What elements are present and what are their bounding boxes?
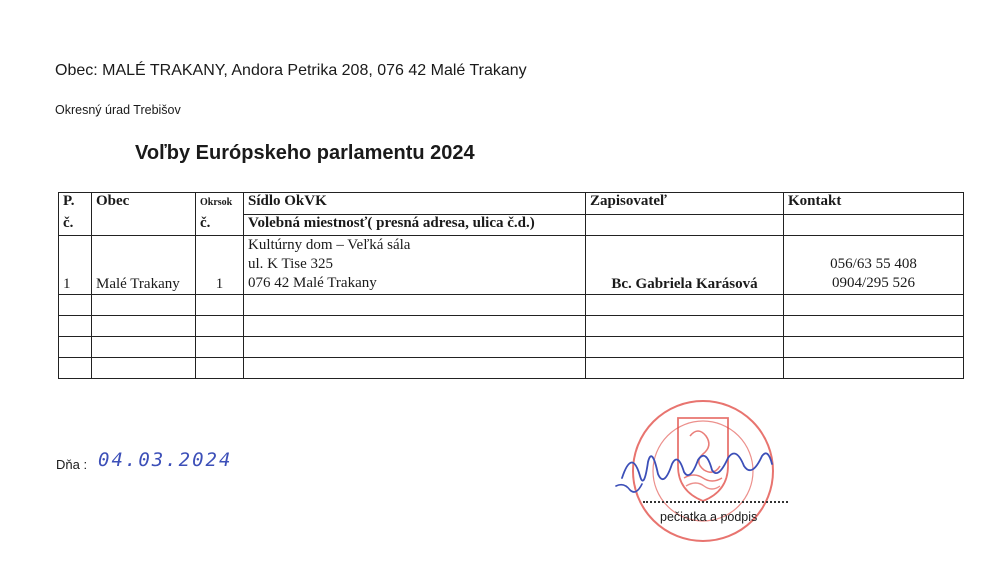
district-office: Okresný úrad Trebišov — [55, 103, 181, 117]
date-value: 04.03.2024 — [98, 449, 233, 471]
row-number: 1 — [59, 236, 92, 295]
col-zapisovatel-head: Zapisovateľ — [586, 193, 784, 215]
signature-line — [643, 501, 788, 503]
table-row — [59, 236, 964, 295]
col-okrsok-subhead: č. — [196, 215, 244, 236]
row-okrsok: 1 — [196, 236, 244, 295]
polling-table — [58, 192, 964, 379]
col-kontakt-subhead — [784, 215, 964, 236]
address-line-2: ul. K Tise 325 — [248, 256, 334, 272]
handwritten-signature-icon — [612, 438, 782, 498]
stamp-caption: pečiatka a podpis — [660, 510, 758, 524]
row-address — [244, 236, 586, 295]
col-obec-head: Obec — [92, 193, 196, 215]
municipality-header: Obec: MALÉ TRAKANY, Andora Petrika 208, 076 42 Malé Trakany — [55, 62, 527, 79]
phone-2: 0904/295 526 — [832, 275, 915, 291]
row-zapisovatel: Bc. Gabriela Karásová — [586, 236, 784, 295]
col-kontakt-head: Kontakt — [784, 193, 964, 215]
col-zapisovatel-subhead — [586, 215, 784, 236]
address-line-3: 076 42 Malé Trakany — [248, 275, 377, 291]
table-subheader-row — [59, 215, 964, 236]
row-kontakt — [784, 236, 964, 295]
row-obec: Malé Trakany — [92, 236, 196, 295]
table-row — [59, 358, 964, 379]
date-label: Dňa : — [56, 457, 88, 472]
table-row — [59, 337, 964, 358]
document-title: Voľby Európskeho parlamentu 2024 — [135, 142, 475, 164]
table-row — [59, 316, 964, 337]
table-row — [59, 295, 964, 316]
col-num-subhead: č. — [59, 215, 92, 236]
address-line-1: Kultúrny dom – Veľká sála — [248, 237, 411, 253]
col-num-head: P. — [59, 193, 92, 215]
okrsok-label: Okrsok — [200, 197, 233, 208]
col-miestnost-subhead: Volebná miestnosť( presná adresa, ulica č.d.) — [244, 215, 586, 236]
col-sidlo-head: Sídlo OkVK — [244, 193, 586, 215]
table-header-row — [59, 193, 964, 215]
phone-1: 056/63 55 408 — [830, 256, 917, 272]
col-okrsok-head — [196, 193, 244, 215]
col-obec-subhead — [92, 215, 196, 236]
